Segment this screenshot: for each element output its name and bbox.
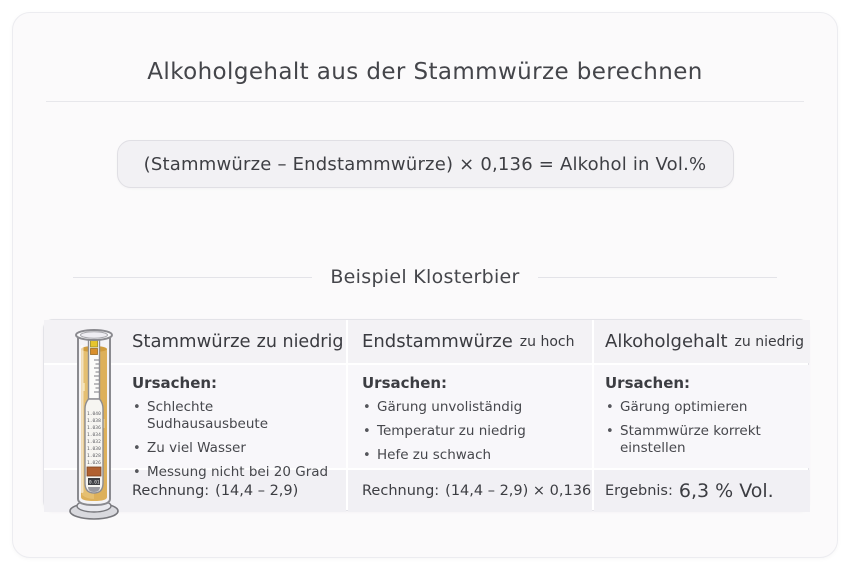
table-header-endstammwuerze xyxy=(348,320,592,363)
hydrometer-icon xyxy=(61,323,127,523)
causes-label: Ursachen: xyxy=(605,374,691,392)
causes-cell-alkoholgehalt xyxy=(594,365,810,468)
causes-label: Ursachen: xyxy=(132,374,218,392)
table-header-alkoholgehalt xyxy=(594,320,810,363)
infographic-card xyxy=(12,12,838,558)
formula-text: (Stammwürze – Endstammwürze) × 0,136 = Alkohol in Vol.% xyxy=(143,153,707,175)
header-main-text: Alkoholgehalt xyxy=(605,331,728,352)
svg-text:1.032: 1.032 xyxy=(87,440,101,445)
svg-text:1.038: 1.038 xyxy=(87,419,101,424)
list-item: • Zu viel Wasser xyxy=(132,440,332,457)
svg-text:1.030: 1.030 xyxy=(87,447,101,452)
svg-text:0.011: 0.011 xyxy=(89,480,103,486)
svg-text:1.036: 1.036 xyxy=(87,426,101,431)
header-suffix-text: zu hoch xyxy=(519,333,575,350)
header-main-text: Endstammwürze xyxy=(362,331,513,352)
calculation-cell-endstammwuerze xyxy=(348,470,592,512)
causes-list xyxy=(362,399,592,464)
calculation-value: (14,4 – 2,9) × 0,136 xyxy=(445,483,592,499)
result-label: Ergebnis: xyxy=(605,483,673,499)
formula-box xyxy=(117,140,734,188)
list-item: • Gärung unvoliständig xyxy=(362,399,562,416)
example-heading-text: Beispiel Klosterbier xyxy=(330,266,520,288)
svg-text:1.034: 1.034 xyxy=(87,433,101,438)
list-item: • Gärung optimieren xyxy=(605,399,805,416)
svg-text:1.040: 1.040 xyxy=(87,412,101,417)
list-item: • Stammwürze korrekt einstellen xyxy=(605,423,805,457)
causes-label: Ursachen: xyxy=(362,374,448,392)
heading-divider-right xyxy=(538,277,777,278)
causes-cell-endstammwuerze xyxy=(348,365,592,468)
calculation-label: Rechnung: xyxy=(362,483,440,499)
result-value: 6,3 % Vol. xyxy=(678,480,774,502)
causes-list xyxy=(605,399,810,457)
page-title: Alkoholgehalt aus der Stammwürze berechnen xyxy=(147,59,703,85)
example-section-heading xyxy=(73,266,777,288)
calculation-label: Rechnung: xyxy=(132,483,210,499)
title-divider xyxy=(46,101,804,102)
causes-list xyxy=(132,399,346,481)
calculation-value: (14,4 – 2,9) xyxy=(215,483,299,499)
svg-text:1.028: 1.028 xyxy=(87,454,101,459)
result-cell-alkoholgehalt xyxy=(594,470,810,512)
svg-text:1.026: 1.026 xyxy=(87,461,101,466)
header-suffix-text: zu niedrig xyxy=(734,333,804,350)
heading-divider-left xyxy=(73,277,312,278)
list-item: • Schlechte Sudhausausbeute xyxy=(132,399,332,433)
list-item: • Hefe zu schwach xyxy=(362,447,562,464)
list-item: • Temperatur zu niedrig xyxy=(362,423,562,440)
list-item: • Messung nicht bei 20 Grad xyxy=(132,464,332,481)
example-table xyxy=(43,319,809,511)
header-suffix-text: zu niedrig xyxy=(256,331,344,352)
header-main-text: Stammwürze xyxy=(132,331,251,352)
